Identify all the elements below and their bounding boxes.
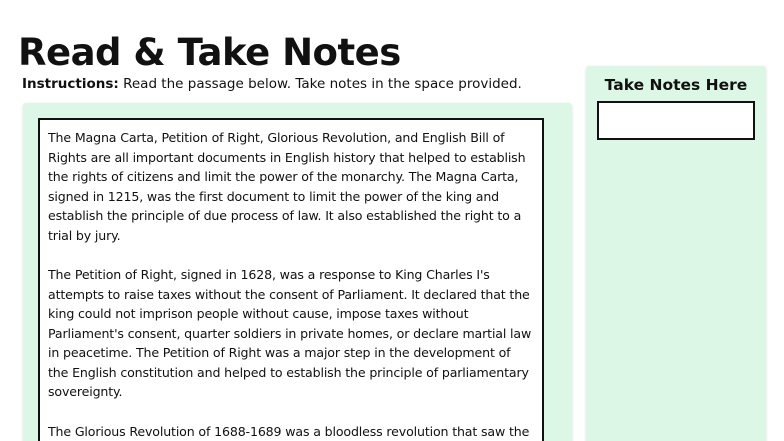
reading-panel (23, 103, 572, 441)
notes-title: Take Notes Here (604, 76, 748, 94)
passage-paragraph-1: The Magna Carta, Petition of Right, Glorious Revolution, and English Bill of Rights are all important documents in English history that helped to establish the rights of citizens and limit the power of the monarchy. The Magna Carta, signed in 1215, was the first document to limit the power of the king and establish the principle of due process of law. It also established the right to a trial by jury. (48, 130, 526, 243)
instructions-label: Instructions: (22, 76, 119, 92)
passage-paragraph-3: The Glorious Revolution of 1688-1689 was a bloodless revolution that saw the (48, 423, 530, 439)
notes-input-field[interactable] (597, 101, 755, 140)
notes-panel (586, 66, 766, 441)
page-title: Read & Take Notes (18, 31, 401, 74)
instructions-text: Read the passage below. Take notes in the space provided. (118, 76, 522, 92)
passage-box[interactable] (38, 118, 544, 441)
passage-paragraph-2: The Petition of Right, signed in 1628, was a response to King Charles I's attempts to raise taxes without the consent of Parliament. It declared that the king could not imprison people without cause, impose taxes without Parliament's consent, quarter soldiers in private homes, or declare martial law in peacetime. The Petition of Right was a major step in the development of the English constitution and helped to establish the principle of parliamentary sovereignty. (48, 267, 532, 399)
instructions (22, 75, 562, 93)
